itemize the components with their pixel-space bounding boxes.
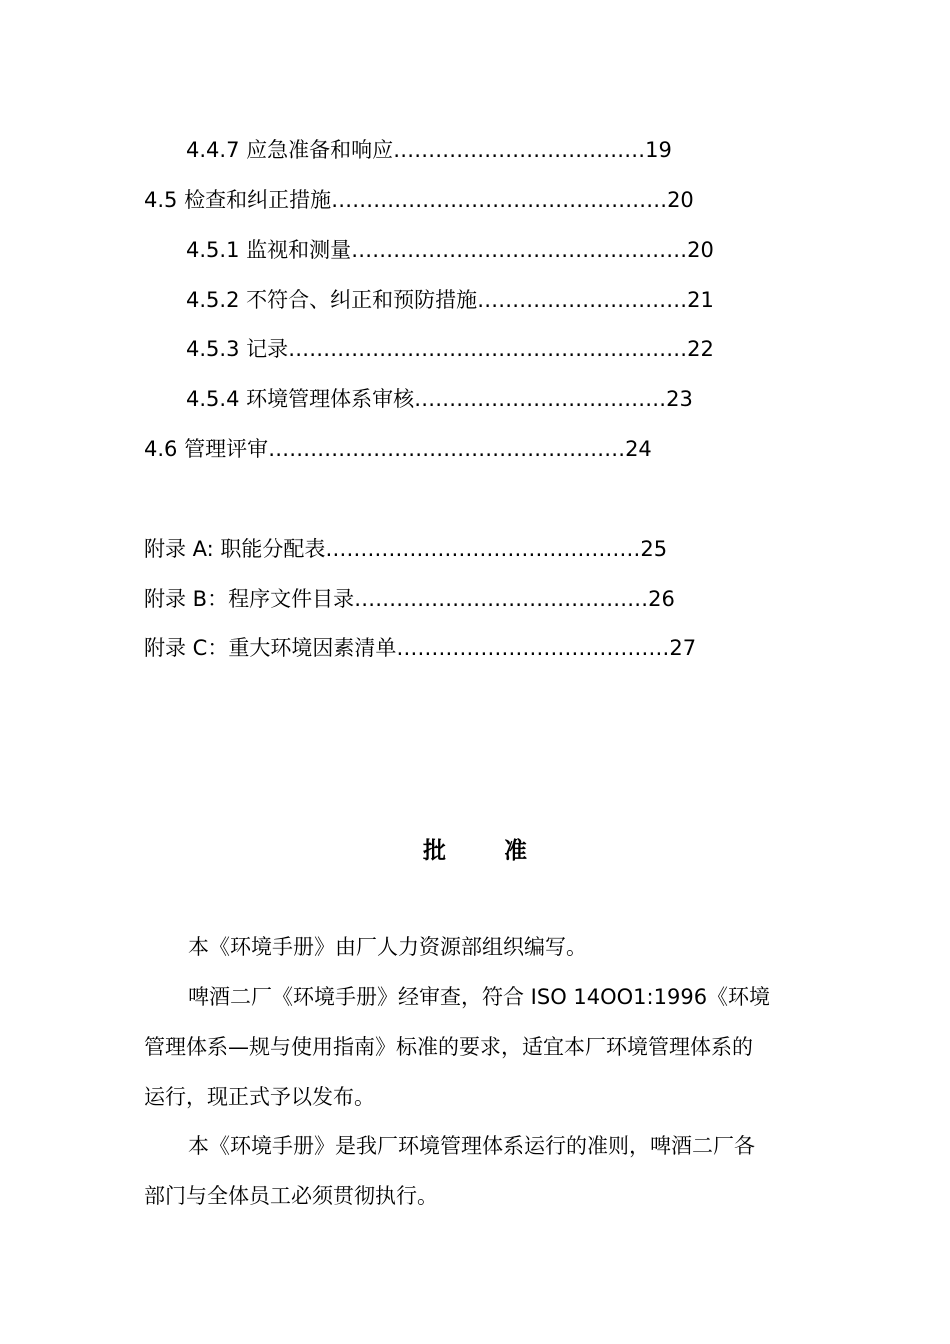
approval-paragraph-line: 运行，现正式予以发布。 [144,1085,375,1109]
approval-paragraph-line: 本《环境手册》由厂人力资源部组织编写。 [188,935,587,959]
toc-entry: 4.4.7 应急准备和响应………………………………19 [186,138,672,162]
toc-entry: 4.5.3 记录…………………………………………………22 [186,337,714,361]
approval-paragraph-line: 本《环境手册》是我厂环境管理体系运行的准则，啤酒二厂各 [188,1134,755,1158]
toc-appendix-entry: 附录 A: 职能分配表………………………………………25 [144,537,668,561]
toc-appendix-entry: 附录 B：程序文件目录……………………………………26 [144,587,675,611]
toc-entry: 4.5.2 不符合、纠正和预防措施…………………………21 [186,288,714,312]
approval-paragraph-line: 管理体系—规与使用指南》标准的要求，适宜本厂环境管理体系的 [144,1035,753,1059]
approval-paragraph-line: 啤酒二厂《环境手册》经审查，符合 ISO 14OO1:1996《环境 [188,985,771,1009]
approval-paragraph-line: 部门与全体员工必须贯彻执行。 [144,1184,438,1208]
toc-entry: 4.5.1 监视和测量…………………………………………20 [186,238,714,262]
toc-entry: 4.5 检查和纠正措施…………………………………………20 [144,188,694,212]
toc-entry: 4.6 管理评审……………………………………………24 [144,437,652,461]
approval-title: 批准 [423,838,585,864]
toc-entry: 4.5.4 环境管理体系审核………………………………23 [186,387,693,411]
toc-appendix-entry: 附录 C：重大环境因素清单…………………………………27 [144,636,697,660]
